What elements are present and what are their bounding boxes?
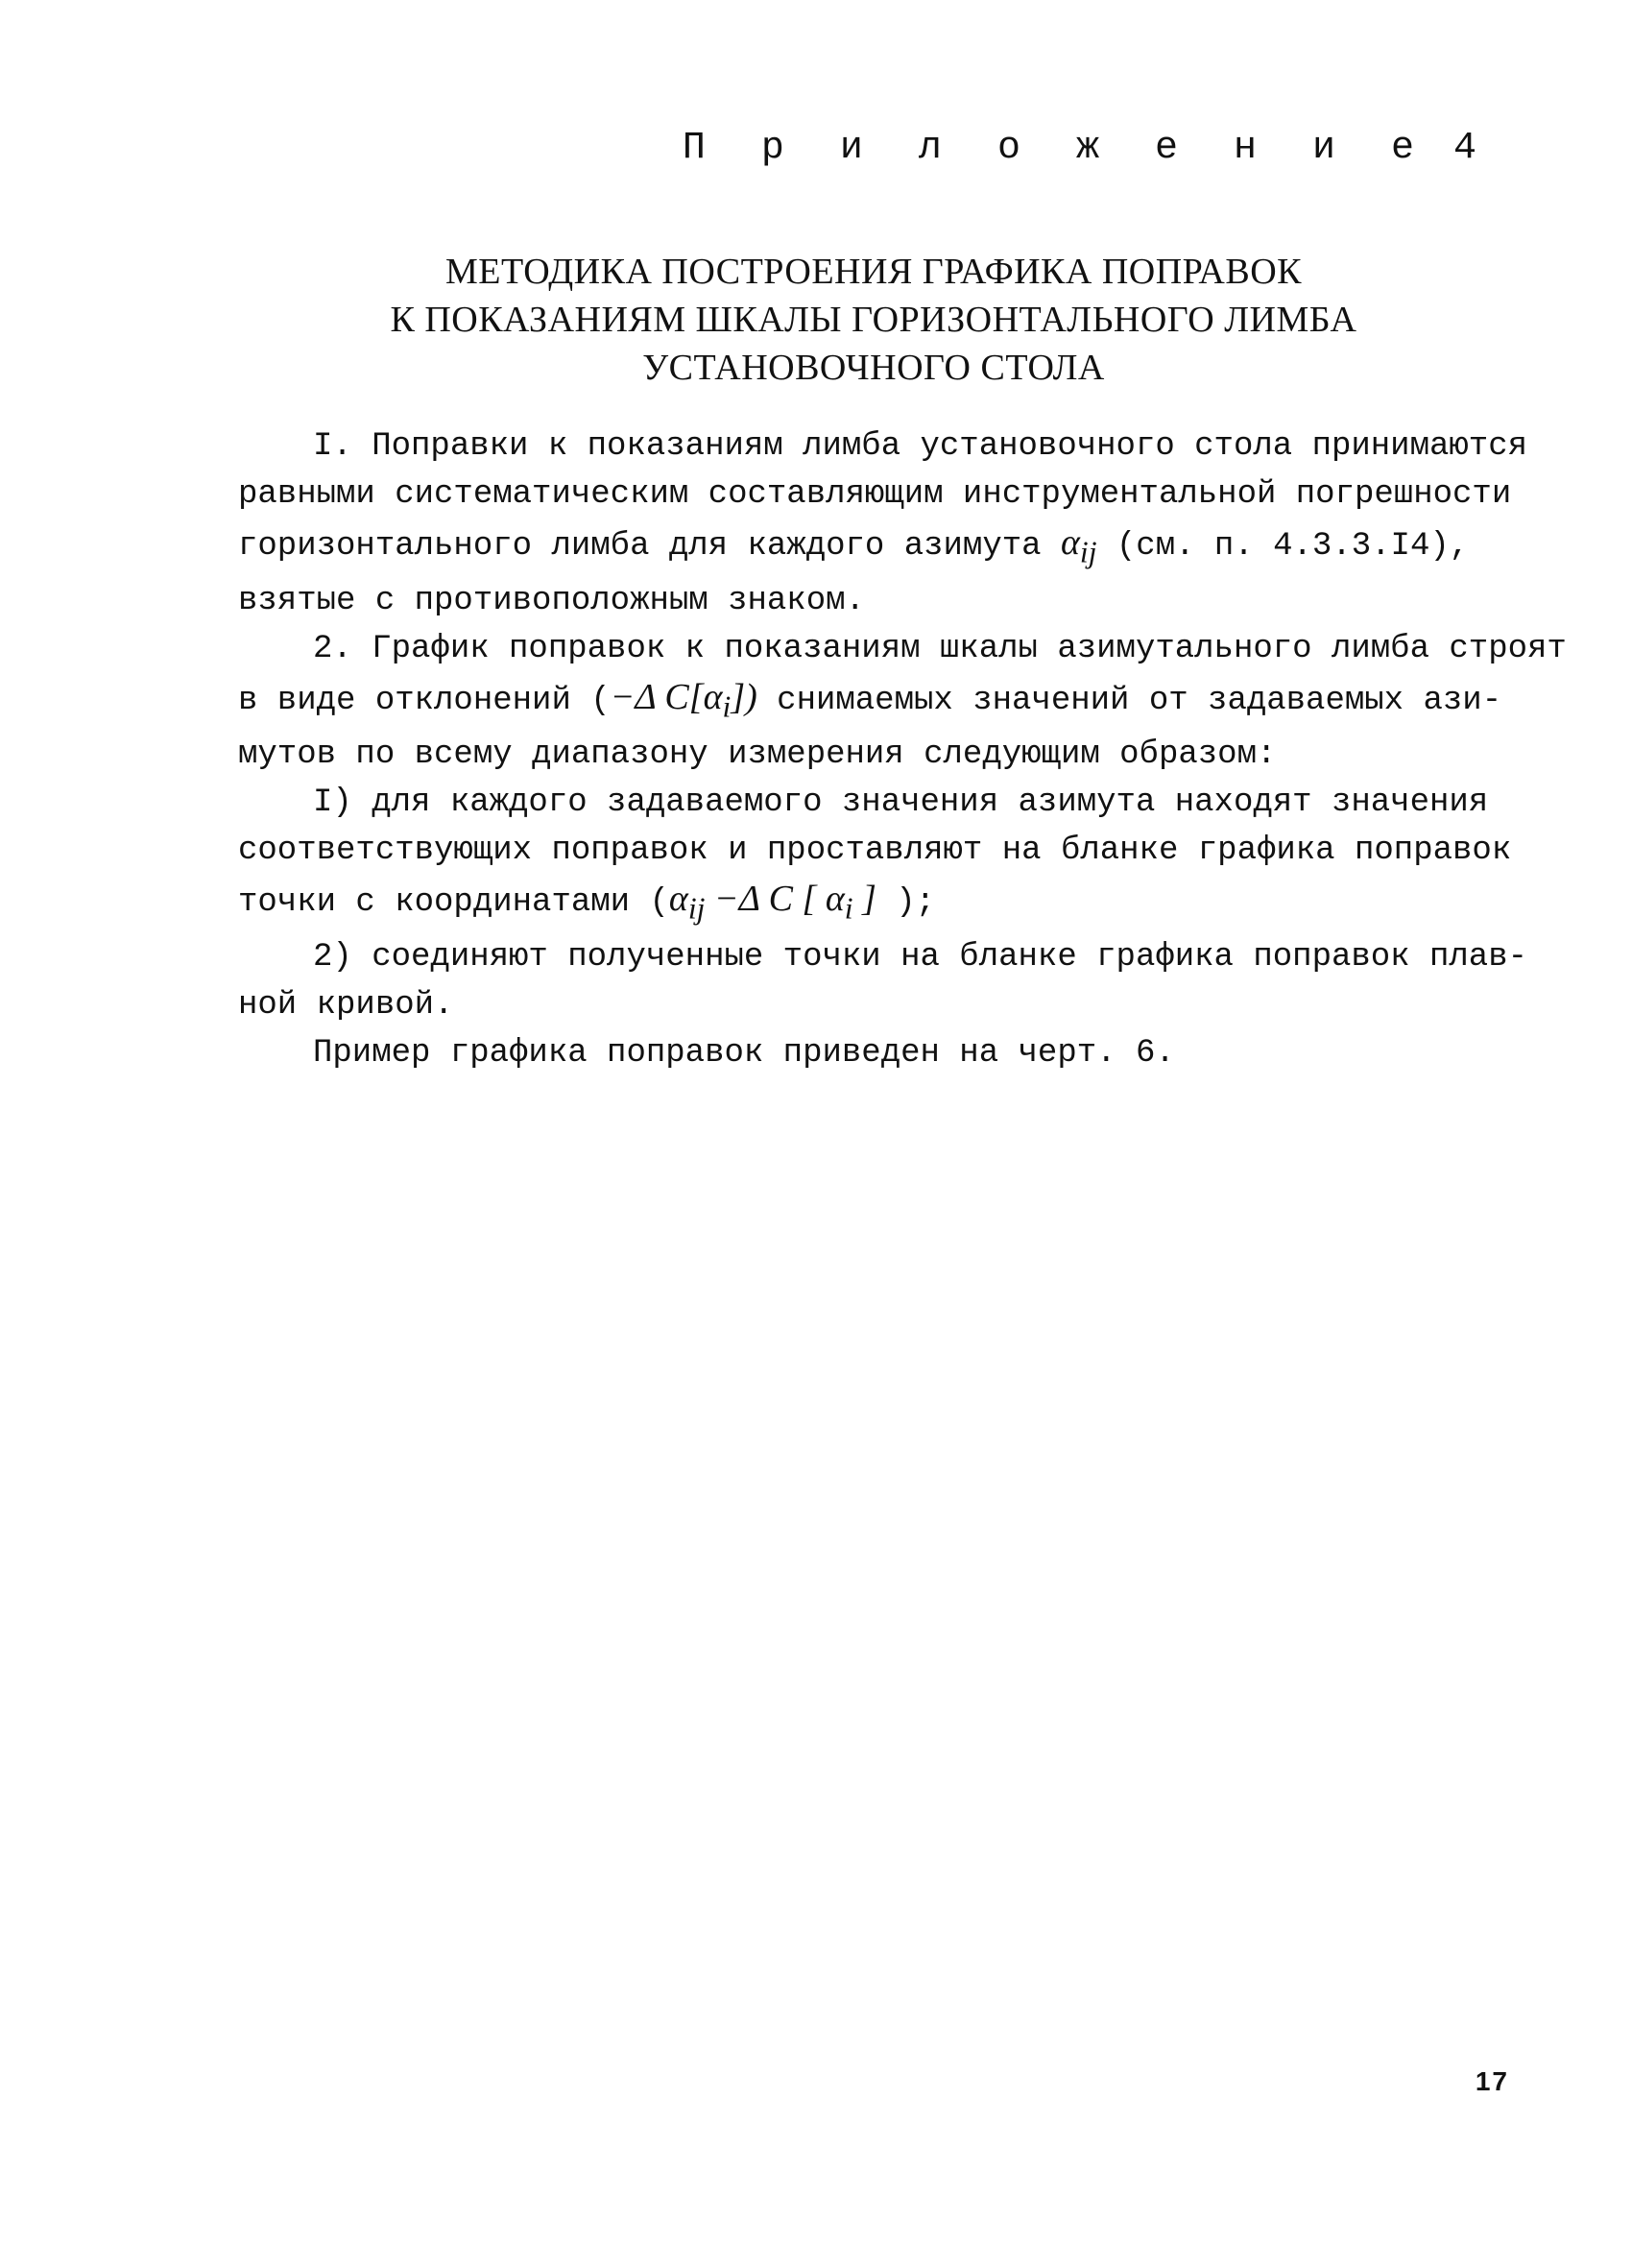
paragraph-2-line-3: мутов по всему диапазону измерения следующим образом: [238,736,1277,774]
subscript-ij: ij [1079,535,1097,569]
paragraph-2-line-2-text: в виде отклонений ( [238,682,611,719]
list-item-2 [238,933,1528,1029]
appendix-header [683,127,1476,170]
paragraph-1-line-1: I. Поправки к показаниям лимба установочного стола принимаются [313,428,1528,465]
formula-alpha: α [668,879,688,920]
formula-delta-c-alpha: −Δ C [ α [705,879,845,920]
example-line: Пример графика поправок приведен на черт. 6. [313,1034,1175,1072]
appendix-number: 4 [1452,127,1476,170]
alpha-ij-symbol [1060,522,1097,569]
paragraph-1-line-4: взятые с противоположным знаком. [238,582,865,619]
formula-subscript-ij: ij [687,891,706,926]
list-item-2-line-1: 2) соединяют полученные точки на бланке графика поправок плав- [313,938,1528,976]
paragraph-1-line-3-text: горизонтального лимба для каждого азимута [238,528,1061,565]
list-item-1 [238,779,1515,933]
list-item-1-line-3-end: ); [876,884,936,922]
paragraph-1-line-3 [238,519,1515,577]
delta-c-alpha-close: ]) [731,676,757,717]
subscript-i: i [722,689,732,724]
paragraph-2-line-2 [238,673,1515,732]
list-item-1-line-3-text: точки с координатами ( [238,884,669,922]
paragraph-2-line-2-rest: снимаемых значений от задаваемых ази- [756,682,1502,719]
paragraph-1-line-3-ref: (см. п. 4.3.3.I4), [1096,528,1470,565]
formula-close-bracket: ] [852,879,876,920]
paragraph-2 [238,625,1567,780]
delta-c-alpha-text: −Δ C[α [610,676,723,717]
list-item-2-line-2: ной кривой. [238,986,454,1024]
delta-c-alpha-symbol [610,676,757,724]
title-line-2: К ПОКАЗАНИЯМ ШКАЛЫ ГОРИЗОНТАЛЬНОГО ЛИМБА [390,300,1357,340]
appendix-label: П р и л о ж е н и е [682,127,1430,170]
example-paragraph [238,1029,1515,1077]
coordinates-formula [668,879,876,926]
paragraph-1-line-2: равными систематическим составляющим инструментальной погрешности [238,476,1512,513]
list-item-1-line-2: соответствующих поправок и проставляют на бланке графика поправок [238,832,1512,870]
list-item-1-line-1: I) для каждого задаваемого значения азимута находят значения [313,784,1489,822]
title-line-3: УСТАНОВОЧНОГО СТОЛА [642,348,1105,388]
page-number: 17 [1475,2066,1509,2096]
paragraph-1 [238,422,1528,625]
paragraph-2-line-1: 2. График поправок к показаниям шкалы азимутального лимба строят [313,630,1567,667]
alpha-symbol: α [1060,522,1080,563]
formula-subscript-i: i [844,891,853,926]
list-item-1-line-3 [238,875,1515,933]
document-body [238,422,1567,1077]
document-title [0,248,1632,392]
title-line-1: МЕТОДИКА ПОСТРОЕНИЯ ГРАФИКА ПОПРАВОК [444,252,1303,292]
